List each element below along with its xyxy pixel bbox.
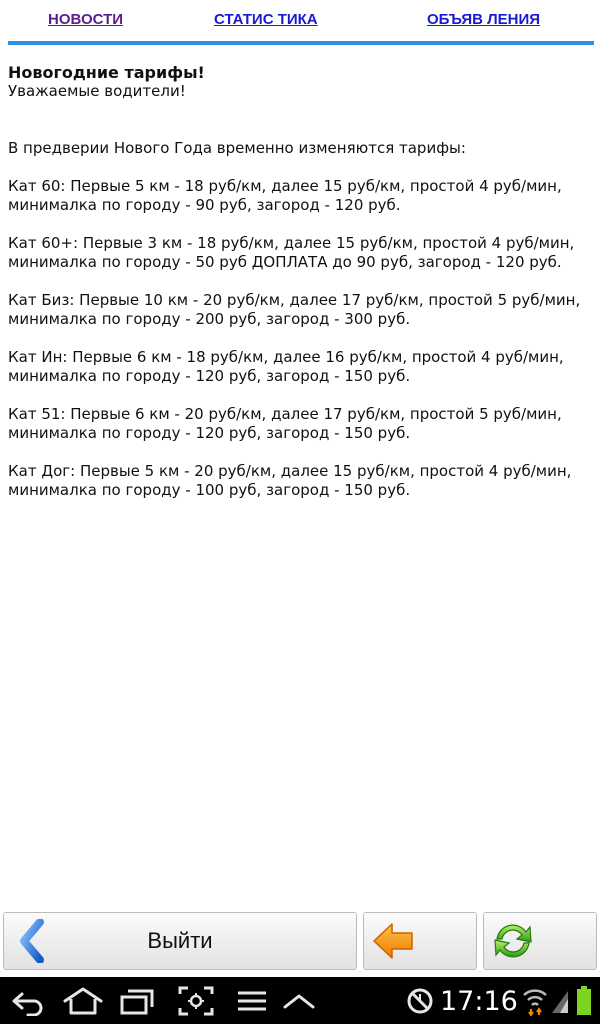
article-intro: В предверии Нового Года временно изменяются тарифы: [8, 139, 466, 157]
tariff-line: Кат Биз: Первые 10 км - 20 руб/км, далее 17 руб/км, простой 5 руб/мин, [8, 291, 581, 309]
nav-link-news[interactable]: НОВОСТИ [48, 11, 124, 28]
exit-button-label: Выйти [147, 928, 213, 953]
article [8, 63, 592, 500]
wifi-icon [522, 986, 548, 1016]
tariff-item [8, 462, 592, 500]
action-bar [0, 908, 600, 976]
battery-icon [576, 986, 592, 1016]
menu-icon[interactable] [236, 986, 268, 1016]
tariff-line: Кат Ин: Первые 6 км - 18 руб/км, далее 16 руб/км, простой 4 руб/мин, [8, 348, 564, 366]
nav-divider [8, 41, 594, 45]
nav-link-statistics[interactable]: СТАТИС ТИКА [214, 11, 318, 28]
tariff-line: Кат 51: Первые 6 км - 20 руб/км, далее 17 руб/км, простой 5 руб/мин, [8, 405, 562, 423]
arrow-left-icon [372, 921, 416, 961]
tariff-item [8, 291, 592, 329]
tariff-line: минималка по городу - 120 руб, загород - 150 руб. [8, 367, 411, 385]
up-chevron-icon[interactable] [282, 986, 316, 1016]
tariff-item [8, 177, 592, 215]
clock: 17:16 [440, 986, 518, 1017]
tariff-line: Кат 60+: Первые 3 км - 18 руб/км, далее 15 руб/км, простой 4 руб/мин, [8, 234, 575, 252]
tariff-item [8, 405, 592, 443]
nav-link-announcements[interactable]: ОБЪЯВ ЛЕНИЯ [427, 11, 541, 28]
top-nav [0, 0, 600, 40]
exit-button[interactable] [3, 912, 357, 970]
tariff-line: минималка по городу - 200 руб, загород - 300 руб. [8, 310, 411, 328]
signal-icon [550, 989, 570, 1015]
recent-apps-icon[interactable] [118, 987, 158, 1017]
screenshot-icon[interactable] [176, 984, 216, 1018]
home-icon[interactable] [62, 986, 104, 1016]
refresh-button[interactable] [483, 912, 597, 970]
tariff-line: Кат 60: Первые 5 км - 18 руб/км, далее 15 руб/км, простой 4 руб/мин, [8, 177, 562, 195]
back-icon[interactable] [8, 986, 48, 1016]
tariff-item [8, 234, 592, 272]
tariff-line: минималка по городу - 90 руб, загород - 120 руб. [8, 196, 401, 214]
system-bar [0, 977, 600, 1024]
no-sync-icon [406, 987, 434, 1015]
tariff-item [8, 348, 592, 386]
tariff-line: минималка по городу - 50 руб ДОПЛАТА до 90 руб, загород - 120 руб. [8, 253, 562, 271]
article-greeting: Уважаемые водители! [8, 82, 186, 100]
previous-button[interactable] [363, 912, 477, 970]
article-title: Новогодние тарифы! [8, 63, 205, 82]
tariff-line: минималка по городу - 100 руб, загород - 150 руб. [8, 481, 411, 499]
refresh-icon [490, 918, 536, 964]
tariff-line: Кат Дог: Первые 5 км - 20 руб/км, далее 15 руб/км, простой 4 руб/мин, [8, 462, 572, 480]
tariff-line: минималка по городу - 120 руб, загород - 150 руб. [8, 424, 411, 442]
